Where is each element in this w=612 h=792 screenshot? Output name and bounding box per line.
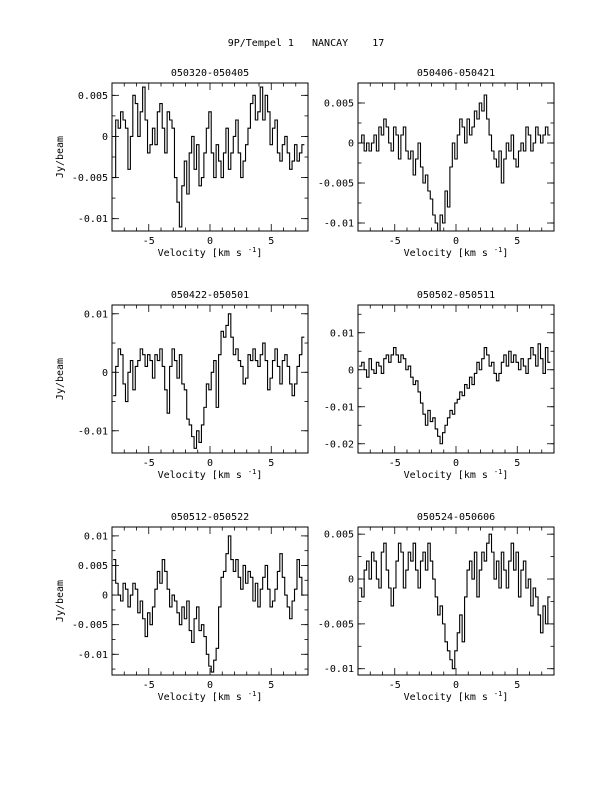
page-title: 9P/Tempel 1 NANCAY 17 [227,38,385,49]
x-axis-label: Velocity [km s $^{-1}$] [157,468,263,481]
y-tick-label: -0.005 [71,620,108,632]
y-tick-label: -0.01 [77,649,108,661]
y-tick-label: -0.01 [77,426,108,438]
x-tick-label: 5 [268,236,275,247]
spectrum-series [113,314,304,449]
y-tick-label: 0.005 [323,98,354,110]
x-tick-label: -5 [142,680,155,691]
x-tick-label: 0 [206,680,214,691]
plot-frame [112,83,308,231]
x-tick-label: 5 [514,236,521,247]
chart-title: 050320-050405 [170,68,250,79]
y-tick-label: 0.01 [83,309,108,321]
y-tick-label: 0 [101,367,108,379]
y-tick-label: -0.02 [323,439,354,451]
x-axis-label: Velocity [km s $^{-1}$] [403,690,509,703]
y-axis-label: Jy/beam [55,135,66,179]
y-tick-label: 0.005 [323,529,354,541]
plot-frame [358,305,554,453]
plot-frame [358,83,554,231]
x-axis-label: Velocity [km s $^{-1}$] [157,690,263,703]
y-tick-label: 0 [101,590,108,602]
chart-title: 050406-050421 [416,68,496,79]
x-axis-label: Velocity [km s $^{-1}$] [403,246,509,259]
y-tick-label: -0.005 [317,619,354,631]
y-axis-label: Jy/beam [55,579,66,623]
y-tick-label: -0.01 [323,664,354,676]
y-tick-label: 0.01 [329,328,354,340]
chart-title: 050524-050606 [416,512,496,523]
chart-title: 050512-050522 [170,512,250,523]
chart-title: 050422-050501 [170,290,250,301]
y-tick-label: 0 [347,138,354,150]
spectrum-series [359,95,550,231]
x-tick-label: 5 [268,458,275,469]
x-tick-label: -5 [142,458,155,469]
plot-frame [358,527,554,675]
chart-title: 050502-050511 [416,290,496,301]
chart-panel-6 [318,512,554,703]
x-axis-label: Velocity [km s $^{-1}$] [403,468,509,481]
y-tick-label: 0.005 [77,560,108,572]
chart-panel-2 [318,68,554,259]
spectrum-series [359,344,550,444]
x-tick-label: 5 [514,680,521,691]
x-tick-label: 5 [268,680,275,691]
y-tick-label: 0.005 [77,90,108,102]
y-tick-label: 0 [101,131,108,143]
x-tick-label: 5 [514,458,521,469]
y-tick-label: -0.01 [323,218,354,230]
y-tick-label: 0 [347,574,354,586]
x-tick-label: 0 [452,680,460,691]
y-tick-label: 0.01 [83,531,108,543]
x-tick-label: -5 [388,680,401,691]
spectrum-series [113,87,304,227]
y-tick-label: -0.01 [323,402,354,414]
x-tick-label: -5 [142,236,155,247]
chart-panel-1 [55,68,308,259]
y-tick-label: -0.005 [317,178,354,190]
x-tick-label: 0 [206,236,214,247]
y-tick-label: 0 [347,365,354,377]
x-tick-label: 0 [452,236,460,247]
chart-panel-4 [324,290,554,481]
y-axis-label: Jy/beam [55,357,66,401]
x-tick-label: -5 [388,458,401,469]
spectrum-series [359,534,550,669]
x-tick-label: 0 [206,458,214,469]
x-tick-label: 0 [452,458,460,469]
chart-panel-5 [55,512,308,703]
chart-panel-3 [55,290,308,481]
spectrum-series [113,536,304,672]
x-tick-label: -5 [388,236,401,247]
x-axis-label: Velocity [km s $^{-1}$] [157,246,263,259]
plot-frame [112,305,308,453]
y-tick-label: -0.01 [77,214,108,226]
y-tick-label: -0.005 [71,173,108,185]
